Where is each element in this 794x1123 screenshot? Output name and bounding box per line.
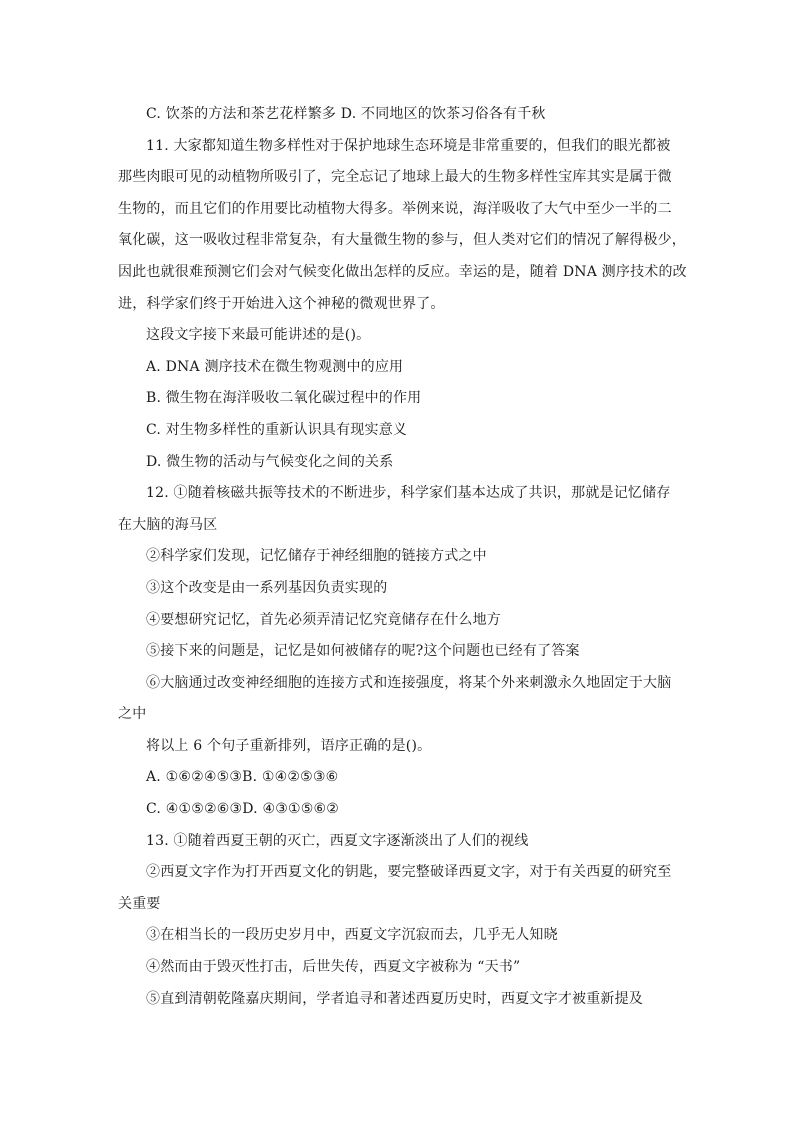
question-13 bbox=[118, 826, 678, 1016]
q11-passage-line: 生物的，而且它们的作用要比动植物大得多。举例来说，海洋吸收了大气中至少一半的二 bbox=[118, 200, 672, 217]
q11-option-d: D. 微生物的活动与气候变化之间的关系 bbox=[146, 453, 394, 470]
question-11 bbox=[118, 131, 687, 479]
q10-option-cd: C. 饮茶的方法和茶艺花样繁多 D. 不同地区的饮茶习俗各有千秋 bbox=[146, 106, 546, 122]
q13-sentence-2-cont: 关重要 bbox=[118, 895, 161, 912]
q11-passage-line: 11. 大家都知道生物多样性对于保护地球生态环境是非常重要的，但我们的眼光都被 bbox=[146, 137, 671, 154]
question-12 bbox=[118, 478, 678, 826]
q12-sentence-1-cont: 在大脑的海马区 bbox=[118, 516, 218, 533]
q11-passage-line: 那些肉眼可见的动植物所吸引了，完全忘记了地球上最大的生物多样性宝库其实是属于微 bbox=[118, 169, 672, 186]
q13-sentence-1: 13. ①随着西夏王朝的灭亡，西夏文字逐渐淡出了人们的视线 bbox=[146, 832, 529, 849]
q12-sentence-6-cont: 之中 bbox=[118, 706, 147, 723]
q11-passage-line: 进，科学家们终于开始进入这个神秘的微观世界了。 bbox=[118, 295, 445, 312]
q13-sentence-5: ⑤直到清朝乾隆嘉庆期间，学者追寻和著述西夏历史时，西夏文字才被重新提及 bbox=[146, 990, 643, 1007]
q11-question: 这段文字接下来最可能讲述的是()。 bbox=[146, 327, 371, 344]
q12-sentence-2: ②科学家们发现，记忆储存于神经细胞的链接方式之中 bbox=[146, 548, 487, 565]
q11-passage-line: 因此也就很难预测它们会对气候变化做出怎样的反应。幸运的是，随着 DNA 测序技术的改 bbox=[118, 263, 687, 280]
q11-option-a: A. DNA 测序技术在微生物观测中的应用 bbox=[146, 358, 404, 375]
q11-option-b: B. 微生物在海洋吸收二氧化碳过程中的作用 bbox=[146, 390, 422, 407]
q13-sentence-3: ③在相当长的一段历史岁月中，西夏文字沉寂而去，几乎无人知晓 bbox=[146, 927, 558, 944]
q12-options-ab: A. ①⑥②④⑤③B. ①④②⑤③⑥ bbox=[146, 769, 339, 786]
q13-sentence-4: ④然而由于毁灭性打击，后世失传，西夏文字被称为 “天书” bbox=[146, 959, 521, 976]
q12-sentence-4: ④要想研究记忆，首先必须弄清记忆究竟储存在什么地方 bbox=[146, 611, 501, 628]
q12-options-cd: C. ④①⑤②⑥③D. ④③①⑤⑥② bbox=[146, 801, 339, 818]
q12-sentence-1: 12. ①随着核磁共振等技术的不断进步，科学家们基本达成了共识，那就是记忆储存 bbox=[146, 485, 671, 502]
q11-option-c: C. 对生物多样性的重新认识具有现实意义 bbox=[146, 421, 408, 438]
q13-sentence-2: ②西夏文字作为打开西夏文化的钥匙，要完整破译西夏文字，对于有关西夏的研究至 bbox=[146, 864, 672, 881]
q12-question: 将以上 6 个句子重新排列，语序正确的是()。 bbox=[146, 737, 432, 754]
document-body bbox=[118, 99, 687, 1015]
q11-passage-line: 氧化碳，这一吸收过程非常复杂，有大量微生物的参与，但人类对它们的情况了解得极少， bbox=[118, 232, 686, 249]
q12-sentence-5: ⑤接下来的问题是，记忆是如何被储存的呢?这个问题也已经有了答案 bbox=[146, 643, 580, 660]
q12-sentence-3: ③这个改变是由一系列基因负责实现的 bbox=[146, 579, 388, 596]
q12-sentence-6: ⑥大脑通过改变神经细胞的连接方式和连接强度，将某个外来刺激永久地固定于大脑 bbox=[146, 674, 672, 691]
